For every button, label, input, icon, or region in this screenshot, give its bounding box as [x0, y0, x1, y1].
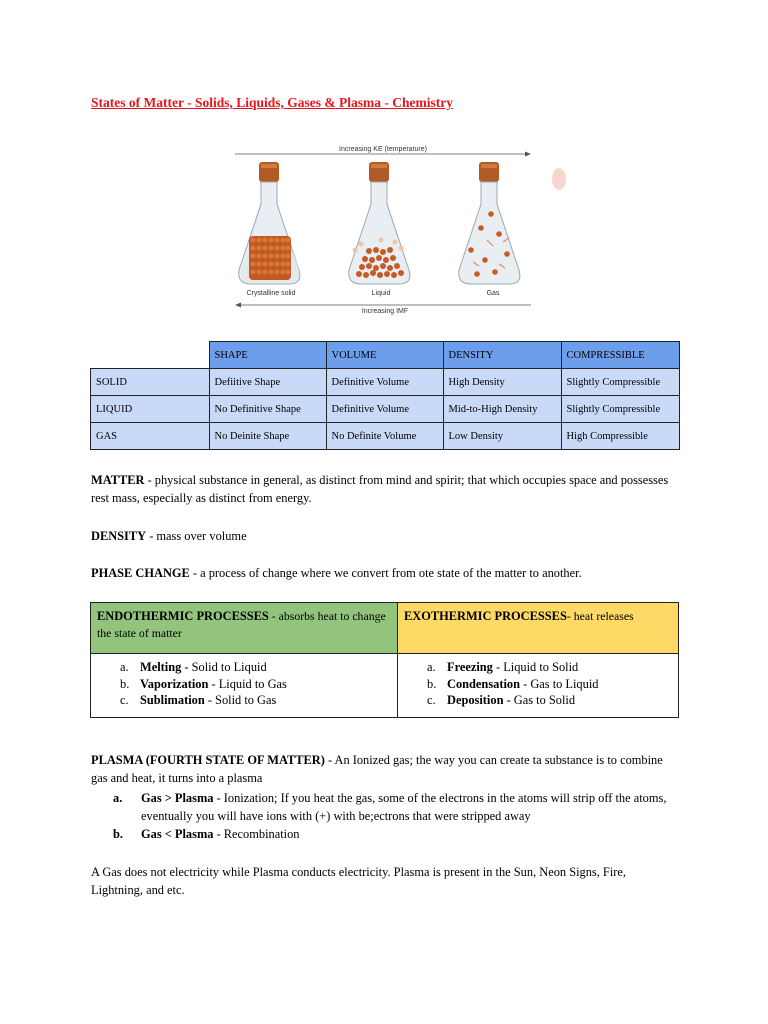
table-cell: Low Density: [443, 423, 561, 450]
page-title: States of Matter - Solids, Liquids, Gases & Plasma - Chemistry: [91, 95, 453, 110]
plasma-definition: [91, 751, 681, 787]
plasma-item-desc: - Ionization; If you heat the gas, some of the electrons in the atoms will strip off the atoms, eventually you will have ions with (+) with be;ectrons that were stripped away: [141, 791, 667, 823]
top-arrow-label: Increasing KE (temperature): [339, 146, 427, 153]
list-marker: a.: [427, 660, 436, 674]
table-row-header: LIQUID: [91, 396, 210, 423]
list-item: [91, 825, 681, 843]
table-corner-cell: [91, 342, 210, 369]
list-item: [91, 659, 397, 676]
density-text: - mass over volume: [146, 529, 247, 543]
exothermic-header: [398, 603, 679, 654]
table-row: [91, 369, 680, 396]
list-marker: a.: [120, 660, 129, 674]
flask-label-liquid: Liquid: [371, 290, 391, 297]
process-term: Melting: [140, 660, 182, 674]
processes-table: [90, 602, 679, 718]
list-marker: b.: [427, 676, 437, 691]
phase-change-term: PHASE CHANGE: [91, 566, 190, 580]
table-cell: High Density: [443, 369, 561, 396]
flask-solid: [239, 162, 300, 297]
table-header-cell: DENSITY: [443, 342, 561, 369]
table-header-cell: VOLUME: [326, 342, 443, 369]
list-item: [398, 676, 678, 693]
table-cell: No Definite Volume: [326, 423, 443, 450]
table-row-header: GAS: [91, 423, 210, 450]
process-term: Sublimation: [140, 693, 205, 707]
processes-header-row: [91, 603, 679, 654]
endothermic-subtitle: - absorbs heat to change the state of matter: [97, 609, 386, 640]
states-of-matter-figure: [233, 142, 533, 317]
flask-label-solid: Crystalline solid: [246, 290, 296, 297]
plasma-item-term: Gas < Plasma: [141, 827, 214, 841]
phase-change-definition: [91, 564, 681, 582]
table-row: [91, 396, 680, 423]
table-cell: Defiitive Shape: [209, 369, 326, 396]
processes-list-row: [91, 654, 679, 718]
flask-label-gas: Gas: [486, 290, 500, 297]
list-marker: a.: [113, 791, 123, 805]
flask-gas: [459, 162, 520, 297]
exothermic-title: EXOTHERMIC PROCESSES: [404, 609, 567, 623]
process-term: Vaporization: [140, 676, 209, 691]
plasma-list: [91, 789, 681, 843]
list-marker: b.: [113, 827, 123, 841]
list-marker: c.: [427, 693, 436, 707]
process-desc: - Gas to Liquid: [520, 676, 599, 691]
list-item: [398, 692, 678, 709]
list-item: [398, 659, 678, 676]
exothermic-list: [398, 654, 679, 718]
process-desc: - Gas to Solid: [503, 693, 576, 707]
plasma-text: - An Ionized gas; the way you can create ta substance is to combine gas and heat, it turns into a plasma: [91, 753, 663, 785]
process-desc: - Liquid to Solid: [492, 660, 579, 674]
table-header-cell: SHAPE: [209, 342, 326, 369]
list-item: [91, 789, 681, 825]
states-comparison-table: [90, 341, 680, 450]
table-row-header: SOLID: [91, 369, 210, 396]
list-item: [91, 692, 397, 709]
matter-text: - physical substance in general, as distinct from mind and spirit; that which occupies space and possesses rest mass, especially as distinct from energy.: [91, 473, 669, 505]
table-cell: No Definitive Shape: [209, 396, 326, 423]
process-desc: - Solid to Gas: [204, 693, 277, 707]
density-term: DENSITY: [91, 529, 147, 543]
endothermic-list: [91, 654, 398, 718]
process-term: Deposition: [447, 693, 504, 707]
matter-definition: [91, 471, 681, 507]
list-marker: b.: [120, 676, 130, 691]
plasma-item-term: Gas > Plasma: [141, 791, 214, 805]
endothermic-header: [91, 603, 398, 654]
table-cell: Definitive Volume: [326, 369, 443, 396]
plasma-closing-paragraph: A Gas does not electricity while Plasma conducts electricity. Plasma is present in the Sun, Neon Signs, Fire, Lightning, and etc.: [91, 865, 626, 897]
density-definition: [91, 527, 681, 545]
table-row: [91, 423, 680, 450]
table-header-cell: COMPRESSIBLE: [561, 342, 679, 369]
plasma-term: PLASMA (FOURTH STATE OF MATTER): [91, 753, 325, 767]
matter-term: MATTER: [91, 473, 145, 487]
plasma-item-desc: - Recombination: [213, 827, 300, 841]
table-cell: Definitive Volume: [326, 396, 443, 423]
table-cell: High Compressible: [561, 423, 679, 450]
table-cell: Mid-to-High Density: [443, 396, 561, 423]
process-term: Condensation: [447, 676, 520, 691]
list-marker: c.: [120, 693, 129, 707]
exothermic-subtitle: - heat releases: [566, 609, 634, 623]
table-cell: Slightly Compressible: [561, 369, 679, 396]
flask-liquid: [349, 162, 410, 297]
table-cell: No Deinite Shape: [209, 423, 326, 450]
decorative-shape: [552, 168, 566, 190]
list-item: [91, 676, 397, 693]
endothermic-title: ENDOTHERMIC PROCESSES: [97, 609, 269, 623]
process-term: Freezing: [447, 660, 493, 674]
table-header-row: [91, 342, 680, 369]
process-desc: - Solid to Liquid: [181, 660, 267, 674]
bottom-arrow-label: Increasing IMF: [361, 308, 409, 315]
table-cell: Slightly Compressible: [561, 396, 679, 423]
phase-change-text: - a process of change where we convert from ote state of the matter to another.: [189, 566, 582, 580]
process-desc: - Liquid to Gas: [208, 676, 287, 691]
